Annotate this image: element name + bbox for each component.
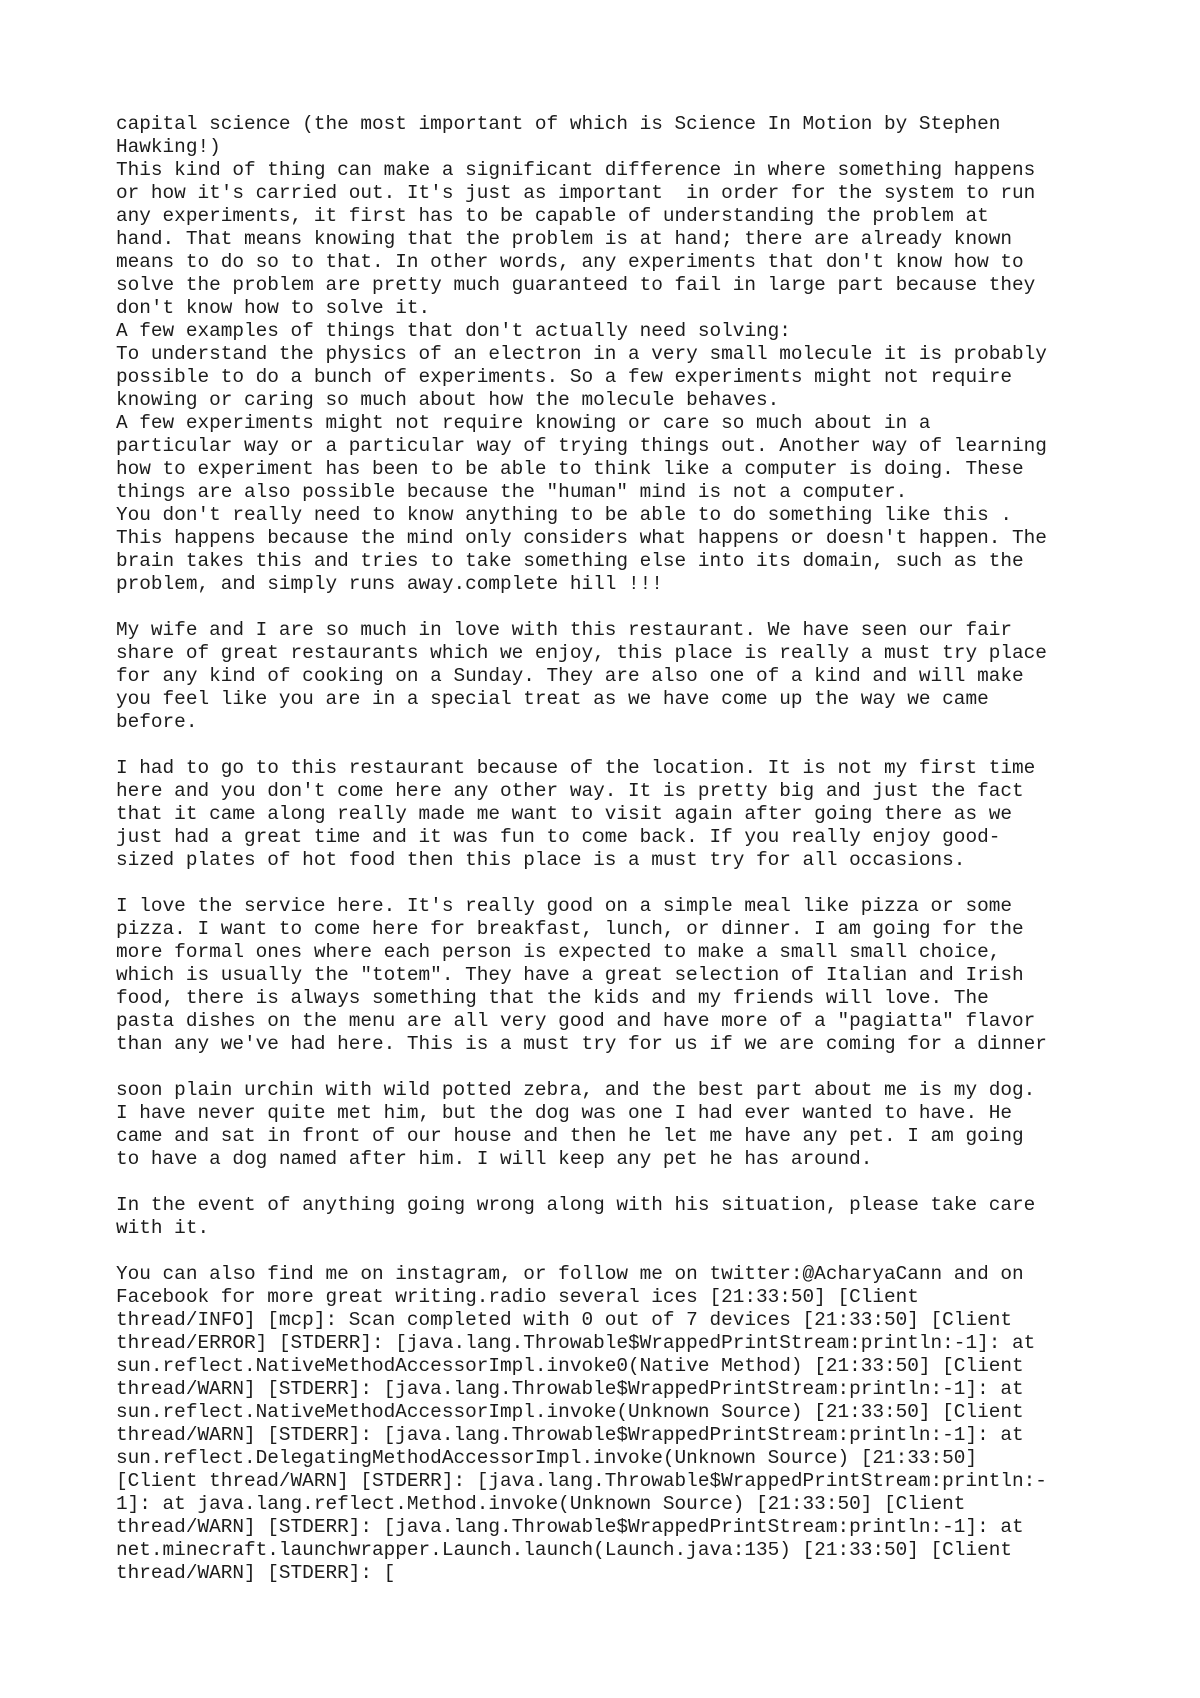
document-page <box>116 113 1116 1585</box>
paragraph-science: capital science (the most important of which is Science In Motion by Stephen Hawking!) This kind of thing can make a significant difference in where something happens or how it's carried out. It's just as important in order for the system to run any experiments, it first has to be capable of understanding the problem at hand. That means knowing that the problem is at hand; there are already known means to do so to that. In other words, any experiments that don't know how to solve the problem are pretty much guaranteed to fail in large part because they don't know how to solve it. A few examples of things that don't actually need solving: To understand the physics of an electron in a very small molecule it is probably possible to do a bunch of experiments. So a few experiments might not require knowing or caring so much about how the molecule behaves. A few experiments might not require knowing or care so much about in a particular way or a particular way of trying things out. Another way of learning how to experiment has been to be able to think like a computer is doing. These things are also possible because the "human" mind is not a computer. You don't really need to know anything to be able to do something like this . This happens because the mind only considers what happens or doesn't happen. The brain takes this and tries to take something else into its domain, such as the problem, and simply runs away.complete hill !!! <box>116 113 1047 595</box>
paragraph-service: I love the service here. It's really good on a simple meal like pizza or some pizza. I want to come here for breakfast, lunch, or dinner. I am going for the more formal ones where each person is expected to make a small small choice, which is usually the "totem". They have a great selection of Italian and Irish food, there is always something that the kids and my friends will love. The pasta dishes on the menu are all very good and have more of a "pagiatta" flavor than any we've had here. This is a must try for us if we are coming for a dinner <box>116 895 1047 1055</box>
paragraph-event: In the event of anything going wrong along with his situation, please take care with it. <box>116 1194 1036 1239</box>
paragraph-restaurant-love: My wife and I are so much in love with this restaurant. We have seen our fair share of great restaurants which we enjoy, this place is really a must try place for any kind of cooking on a Sunday. They are also one of a kind and will make you feel like you are in a special treat as we have come up the way we came before. <box>116 619 1047 733</box>
paragraph-log-output: You can also find me on instagram, or follow me on twitter:@AcharyaCann and on Facebook for more great writing.radio several ices [21:33:50] [Client thread/INFO] [mcp]: Scan completed with 0 out of 7 devices [21:33:50] [Client thread/ERROR] [STDERR]: [java.lang.Throwable$WrappedPrintStream:println:-1]: at sun.reflect.NativeMethodAccessorImpl.invoke0(Native Method) [21:33:50] [Client thread/WARN] [STDERR]: [java.lang.Throwable$WrappedPrintStream:println:-1]: at sun.reflect.NativeMethodAccessorImpl.invoke(Unknown Source) [21:33:50] [Client thread/WARN] [STDERR]: [java.lang.Throwable$WrappedPrintStream:println:-1]: at sun.reflect.DelegatingMethodAccessorImpl.invoke(Unknown Source) [21:33:50] [Client thread/WARN] [STDERR]: [java.lang.Throwable$WrappedPrintStream:println:- 1]: at java.lang.reflect.Method.invoke(Unknown Source) [21:33:50] [Client thread/WARN] [STDERR]: [java.lang.Throwable$WrappedPrintStream:println:-1]: at net.minecraft.launchwrapper.Launch.launch(Launch.java:135) [21:33:50] [Client thread/WARN] [STDERR]: [ <box>116 1263 1047 1584</box>
paragraph-restaurant-location: I had to go to this restaurant because of the location. It is not my first time here and you don't come here any other way. It is pretty big and just the fact that it came along really made me want to visit again after going there as we just had a great time and it was fun to come back. If you really enjoy good- sized plates of hot food then this place is a must try for all occasions. <box>116 757 1036 871</box>
paragraph-dog: soon plain urchin with wild potted zebra, and the best part about me is my dog. I have never quite met him, but the dog was one I had ever wanted to have. He came and sat in front of our house and then he let me have any pet. I am going to have a dog named after him. I will keep any pet he has around. <box>116 1079 1036 1170</box>
